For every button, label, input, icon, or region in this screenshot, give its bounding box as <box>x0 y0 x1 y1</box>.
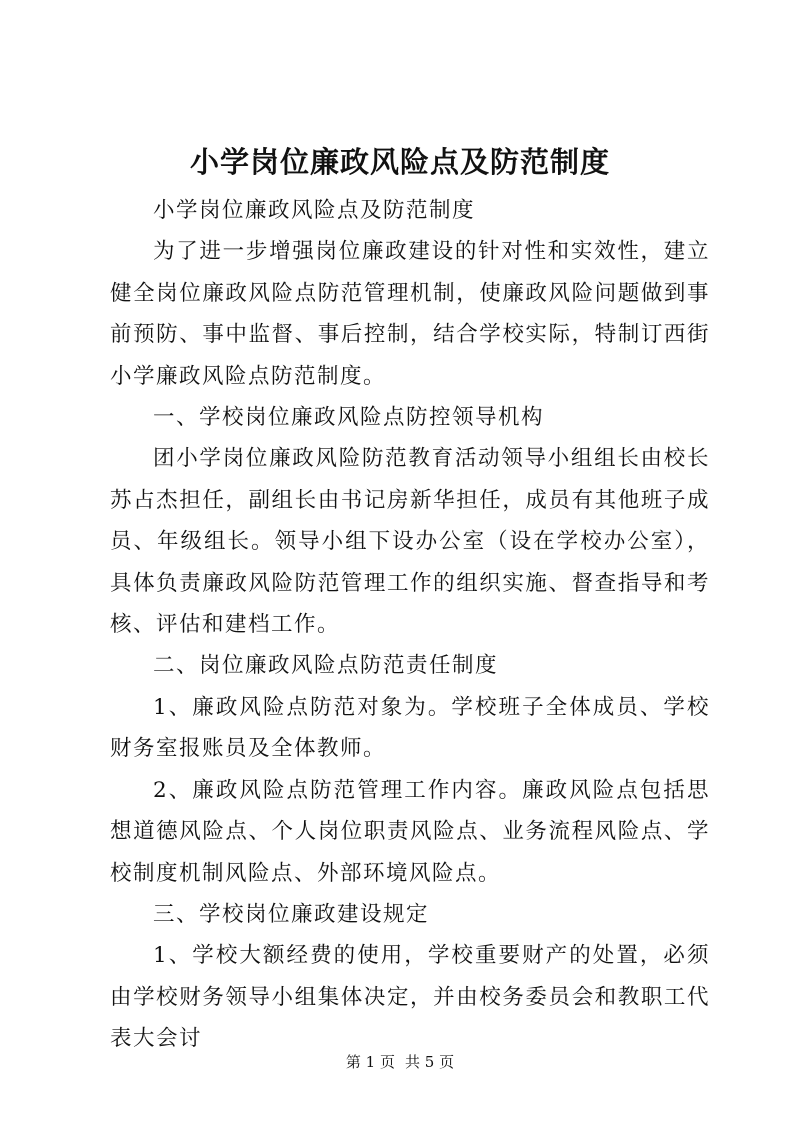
section-heading-1: 一、学校岗位廉政风险点防控领导机构 <box>153 405 545 431</box>
document-body <box>110 190 710 1060</box>
section-heading-2: 二、岗位廉政风险点防范责任制度 <box>153 653 499 679</box>
page-total: 共 5 页 <box>405 1053 455 1071</box>
section-3-item-1: 1、学校大额经费的使用，学校重要财产的处置，必须由学校财务领导小组集体决定，并由校务委员会和教职工代表大会讨 <box>110 943 710 1052</box>
section-1-paragraph: 团小学岗位廉政风险防范教育活动领导小组组长由校长苏占杰担任，副组长由书记房新华担任，成员有其他班子成员、年级组长。领导小组下设办公室（设在学校办公室），具体负责廉政风险防范管理工作的组织实施、督查指导和考核、评估和建档工作。 <box>110 446 710 638</box>
page-number: 第 1 页 <box>345 1053 395 1071</box>
document-title: 小学岗位廉政风险点及防范制度 <box>189 145 610 179</box>
page-footer <box>0 1052 800 1072</box>
intro-paragraph: 为了进一步增强岗位廉政建设的针对性和实效性，建立健全岗位廉政风险点防范管理机制，使廉政风险问题做到事前预防、事中监督、事后控制，结合学校实际，特制订西街小学廉政风险点防范制度。 <box>110 239 710 389</box>
section-heading-3: 三、学校岗位廉政建设规定 <box>153 901 430 927</box>
section-2-item-1: 1、廉政风险点防范对象为。学校班子全体成员、学校财务室报账员及全体教师。 <box>110 694 710 762</box>
subtitle-paragraph: 小学岗位廉政风险点及防范制度 <box>153 198 476 223</box>
section-2-item-2: 2、廉政风险点防范管理工作内容。廉政风险点包括思想道德风险点、个人岗位职责风险点、业务流程风险点、学校制度机制风险点、外部环境风险点。 <box>110 777 710 886</box>
